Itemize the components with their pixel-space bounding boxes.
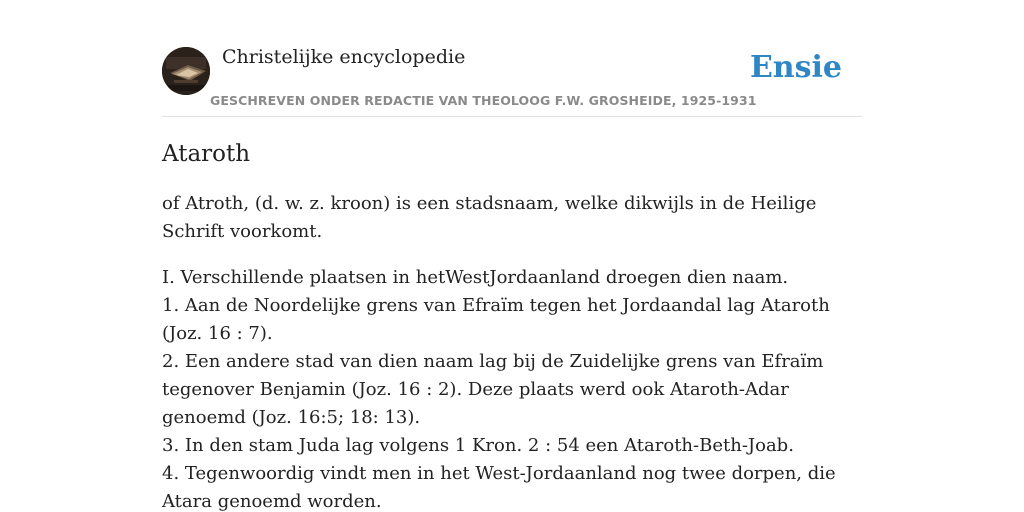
article-body (162, 264, 866, 512)
article-intro: of Atroth, (d. w. z. kroon) is een stadsnaam, welke dikwijls in de Heilige Schrift voorkomt. (162, 193, 817, 242)
article-title: Ataroth (162, 141, 251, 167)
article-line: 1. Aan de Noordelijke grens van Efraïm tegen het Jordaandal lag Ataroth (Joz. 16 : 7). (162, 295, 830, 344)
site-header (162, 40, 862, 117)
encyclopedia-avatar[interactable] (162, 47, 210, 95)
article-line: 3. In den stam Juda lag volgens 1 Kron. 2 : 54 een Ataroth-Beth-Joab. (162, 435, 794, 456)
article-line: I. Verschillende plaatsen in hetWestJordaanland droegen dien naam. (162, 267, 789, 288)
article-line: 2. Een andere stad van dien naam lag bij de Zuidelijke grens van Efraïm tegenover Benjamin (Joz. 16 : 2). Deze plaats werd ook Ataroth-Adar genoemd (Joz. 16:5; 18: 13). (162, 351, 824, 428)
book-photo-icon (162, 47, 210, 95)
ensie-logo-link[interactable]: Ensie (749, 50, 842, 85)
article-line: 4. Tegenwoordig vindt men in het West-Jordaanland nog twee dorpen, die Atara genoemd worden. (162, 463, 836, 512)
article (162, 138, 866, 512)
encyclopedia-subtitle: GESCHREVEN ONDER REDACTIE VAN THEOLOOG F.W. GROSHEIDE, 1925-1931 (210, 93, 757, 108)
encyclopedia-title[interactable]: Christelijke encyclopedie (222, 46, 466, 68)
